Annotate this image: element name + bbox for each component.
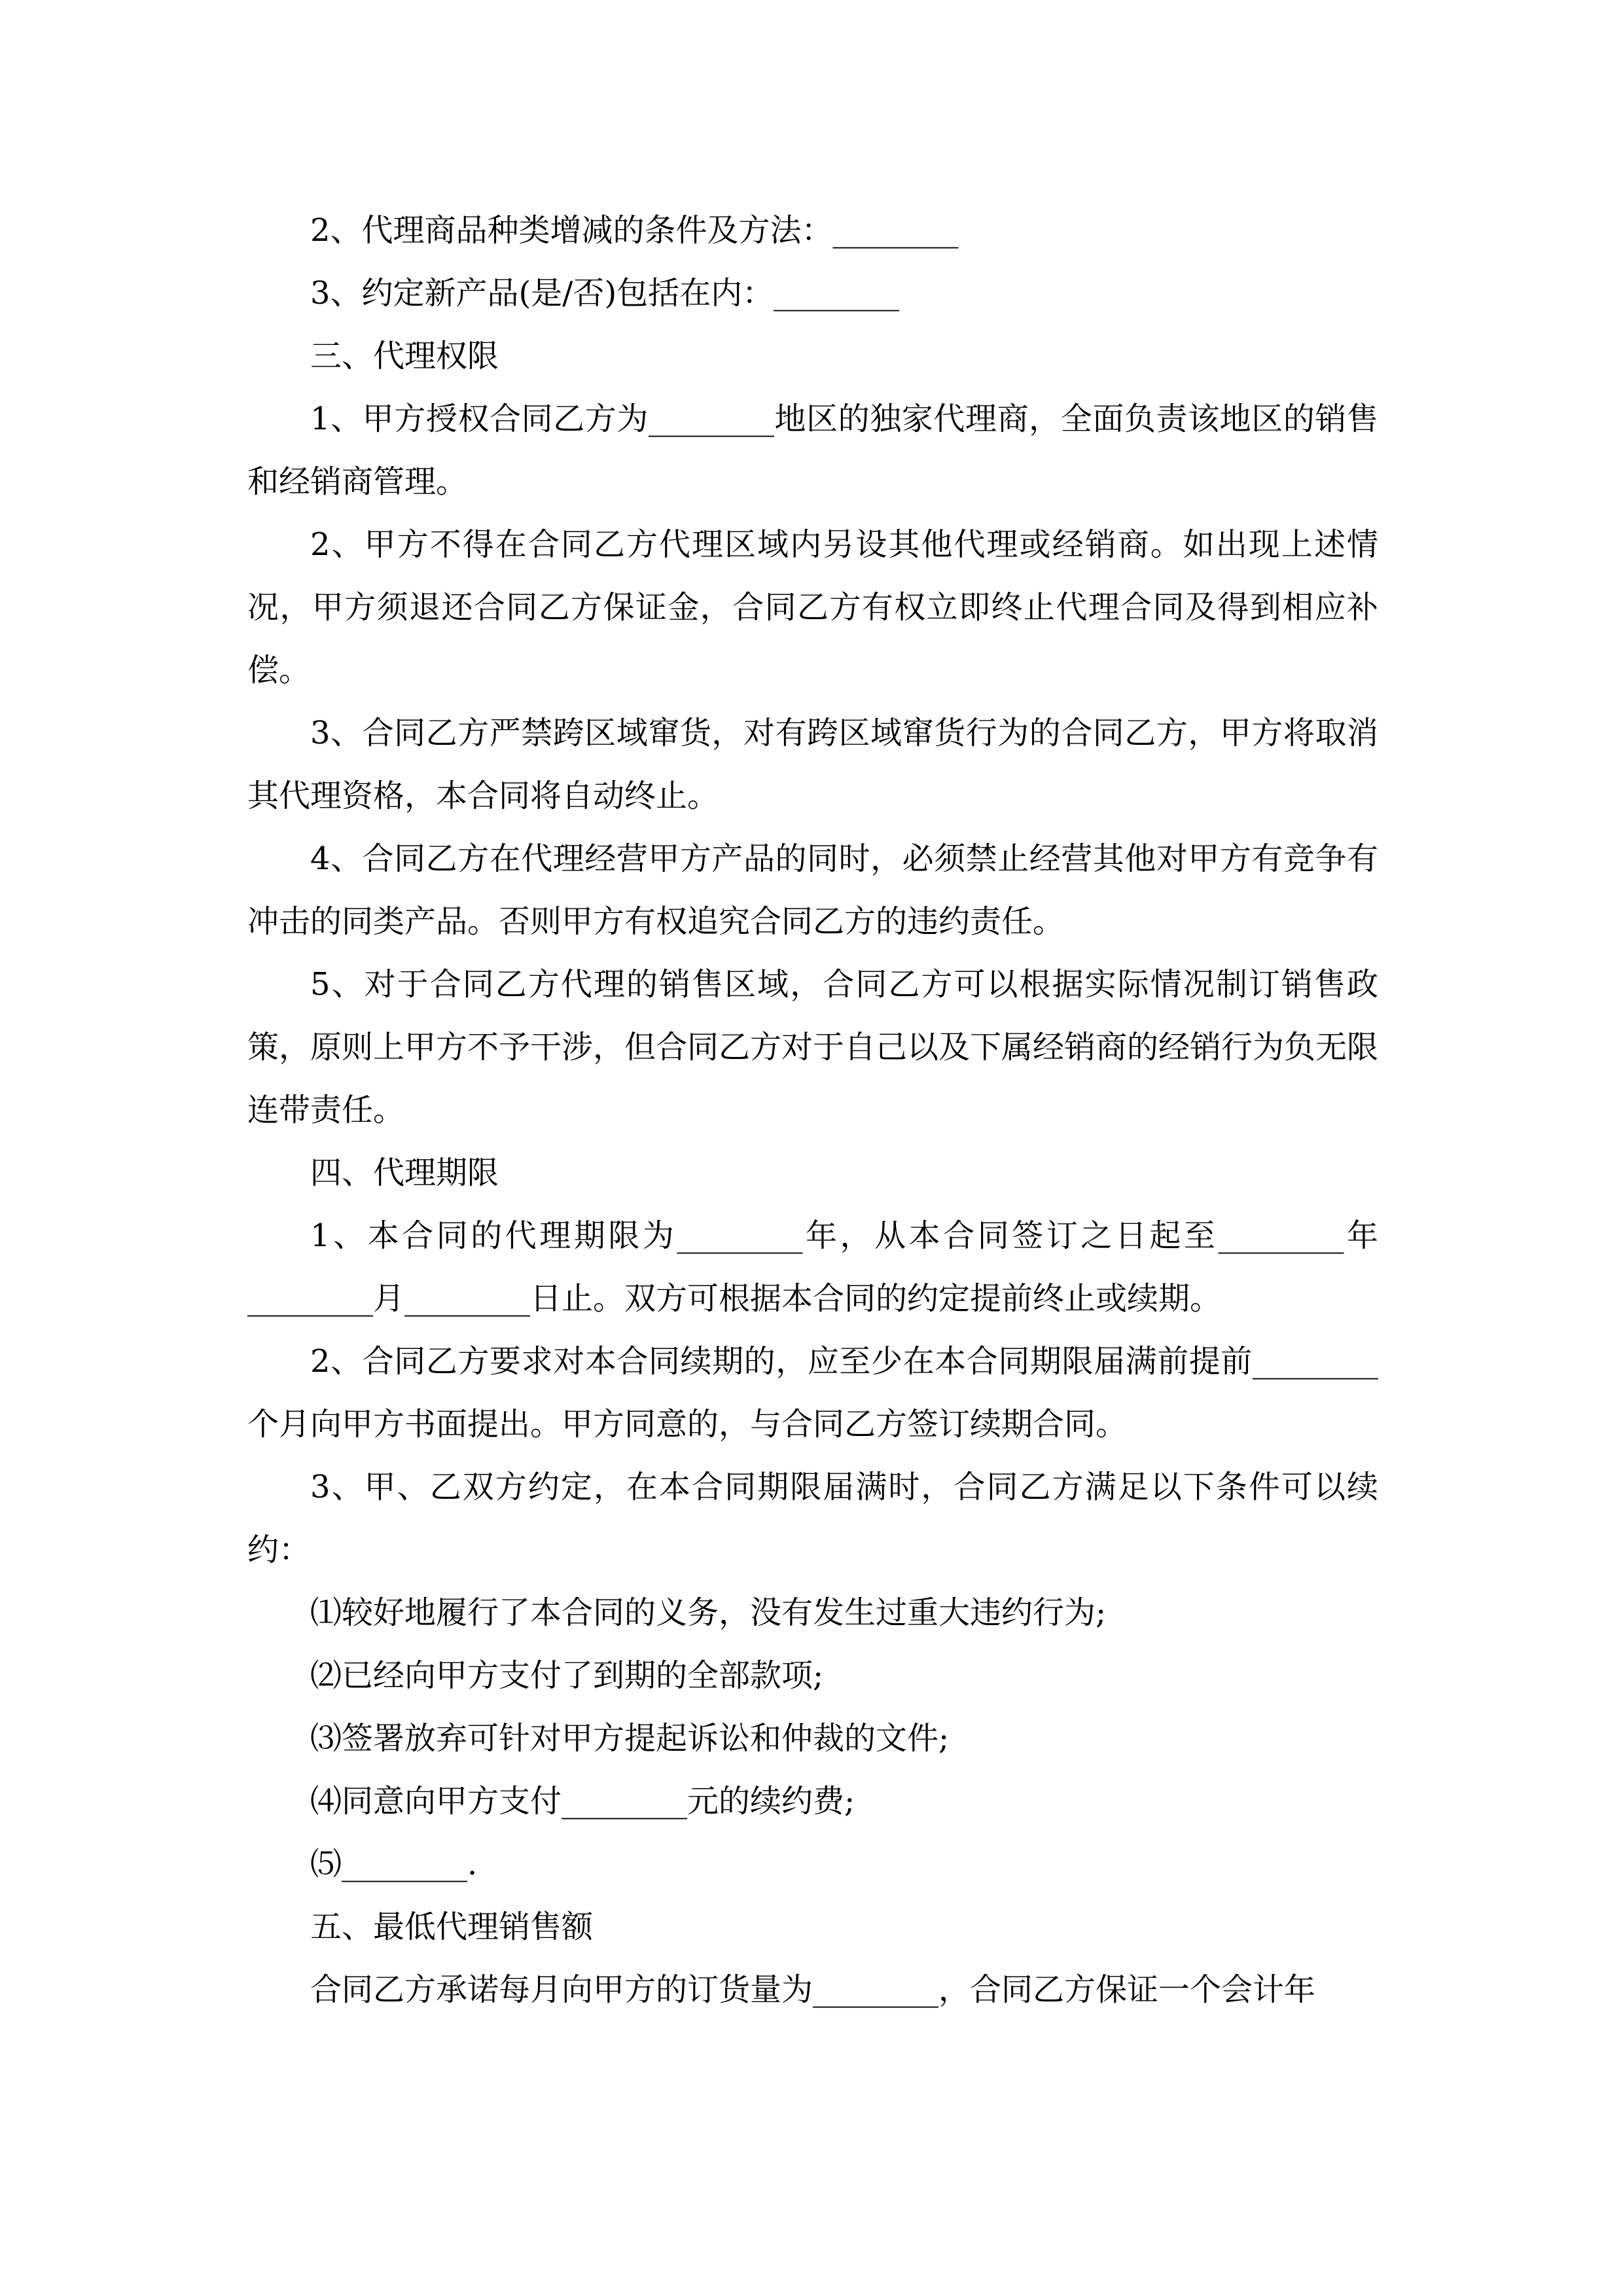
condition-2: ⑵已经向甲方支付了到期的全部款项; [310,1657,824,1694]
clause-3-1: 1、甲方授权合同乙方为________地区的独家代理商，全面负责该地区的销售和经销商管理。 [247,401,1378,500]
section-heading-4: 四、代理期限 [310,1155,499,1191]
clause-2-3: 3、约定新产品(是/否)包括在内：________ [310,275,900,312]
clause-3-5: 5、对于合同乙方代理的销售区域，合同乙方可以根据实际情况制订销售政策，原则上甲方不予干涉，但合同乙方对于自己以及下属经销商的经销行为负无限连带责任。 [247,966,1379,1128]
section-heading-3: 三、代理权限 [310,338,499,374]
clause-4-3: 3、甲、乙双方约定，在本合同期限届满时，合同乙方满足以下条件可以续约： [247,1469,1378,1568]
clause-5-text: 合同乙方承诺每月向甲方的订货量为________，合同乙方保证一个会计年 [310,1971,1316,2008]
condition-4: ⑷同意向甲方支付________元的续约费; [310,1783,855,1820]
clause-2-2: 2、代理商品种类增减的条件及方法：________ [310,212,959,249]
condition-5: ⑸________. [310,1846,478,1882]
clause-4-2: 2、合同乙方要求对本合同续期的，应至少在本合同期限届满前提前________个月向甲方书面提出。甲方同意的，与合同乙方签订续期合同。 [247,1343,1378,1443]
document-body [247,199,1378,2021]
clause-3-2: 2、甲方不得在合同乙方代理区域内另设其他代理或经销商。如出现上述情况，甲方须退还合同乙方保证金，合同乙方有权立即终止代理合同及得到相应补偿。 [247,526,1378,689]
section-heading-5: 五、最低代理销售额 [310,1909,594,1945]
clause-3-3: 3、合同乙方严禁跨区域窜货，对有跨区域窜货行为的合同乙方，甲方将取消其代理资格，本合同将自动终止。 [247,715,1378,814]
clause-3-4: 4、合同乙方在代理经营甲方产品的同时，必须禁止经营其他对甲方有竞争有冲击的同类产品。否则甲方有权追究合同乙方的违约责任。 [247,840,1378,940]
clause-4-1: 1、本合同的代理期限为________年，从本合同签订之日起至________年________月________日止。双方可根据本合同的约定提前终止或续期。 [247,1217,1378,1317]
condition-3: ⑶签署放弃可针对甲方提起诉讼和仲裁的文件; [310,1720,950,1757]
condition-1: ⑴较好地履行了本合同的义务，没有发生过重大违约行为; [310,1594,1107,1631]
